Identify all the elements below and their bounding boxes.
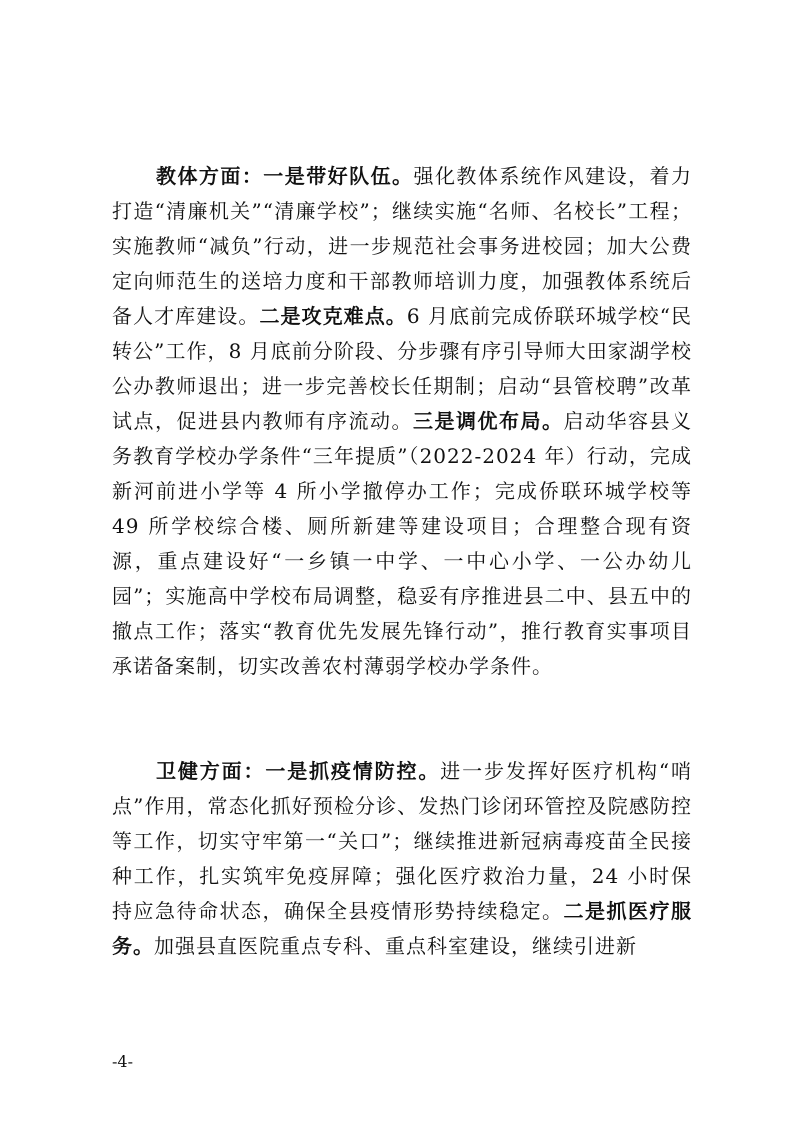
- health-point2-text: 加强县直医院重点专科、重点科室建设，继续引进新: [154, 934, 637, 958]
- education-point1-title: 一是带好队伍。: [263, 164, 414, 188]
- health-point1-text: 进一步发挥好医疗机构“哨点”作用，常态化抓好预检分诊、发热门诊闭环管控及院感防控等工作，切实守牢第一“关口”；继续推进新冠病毒疫苗全民接种工作，扎实筑牢免疫屏障；强化医疗救治力量，24 小时保持应急待命状态，确保全县疫情形势持续稳定。: [112, 759, 692, 923]
- health-point2-title: 二是抓医疗服务。: [112, 899, 692, 958]
- health-heading: 卫健方面：: [156, 759, 266, 783]
- education-point2-text: 6 月底前完成侨联环城学校“民转公”工作，8 月底前分阶段、分步骤有序引导师大田家湖学校公办教师退出；进一步完善校长任期制；启动“县管校聘”改革试点，促进县内教师有序流动。: [112, 304, 692, 433]
- education-point1-text: 强化教体系统作风建设，着力打造“清廉机关”“清廉学校”；继续实施“名师、名校长”工程；实施教师“减负”行动，进一步规范社会事务进校园；加大公费定向师范生的送培力度和干部教师培训力度，加强教体系统后备人才库建设。: [112, 164, 693, 328]
- education-point2-title: 二是攻克难点。: [259, 304, 407, 328]
- education-point3-text: 启动华容县义务教育学校办学条件“三年提质”（2022-2024 年）行动，完成新河前进小学等 4 所小学撤停办工作；完成侨联环城学校等 49 所学校综合楼、厕所新建等建设项目；合理整合现有资源，重点建设好“一乡镇一中学、一中心小学、一公办幼儿园”；实施高中学校布局调整，稳妥有序推进县二中、县五中的撤点工作；落实“教育优先发展先锋行动”，推行教育实事项目承诺备案制，切实改善农村薄弱学校办学条件。: [112, 409, 692, 678]
- health-paragraph: [112, 754, 692, 964]
- health-point1-title: 一是抓疫情防控。: [265, 759, 441, 783]
- education-point3-title: 三是调优布局。: [413, 409, 564, 433]
- education-paragraph: [112, 159, 692, 684]
- education-heading: 教体方面：: [156, 164, 264, 188]
- page-number: -4-: [112, 1052, 133, 1071]
